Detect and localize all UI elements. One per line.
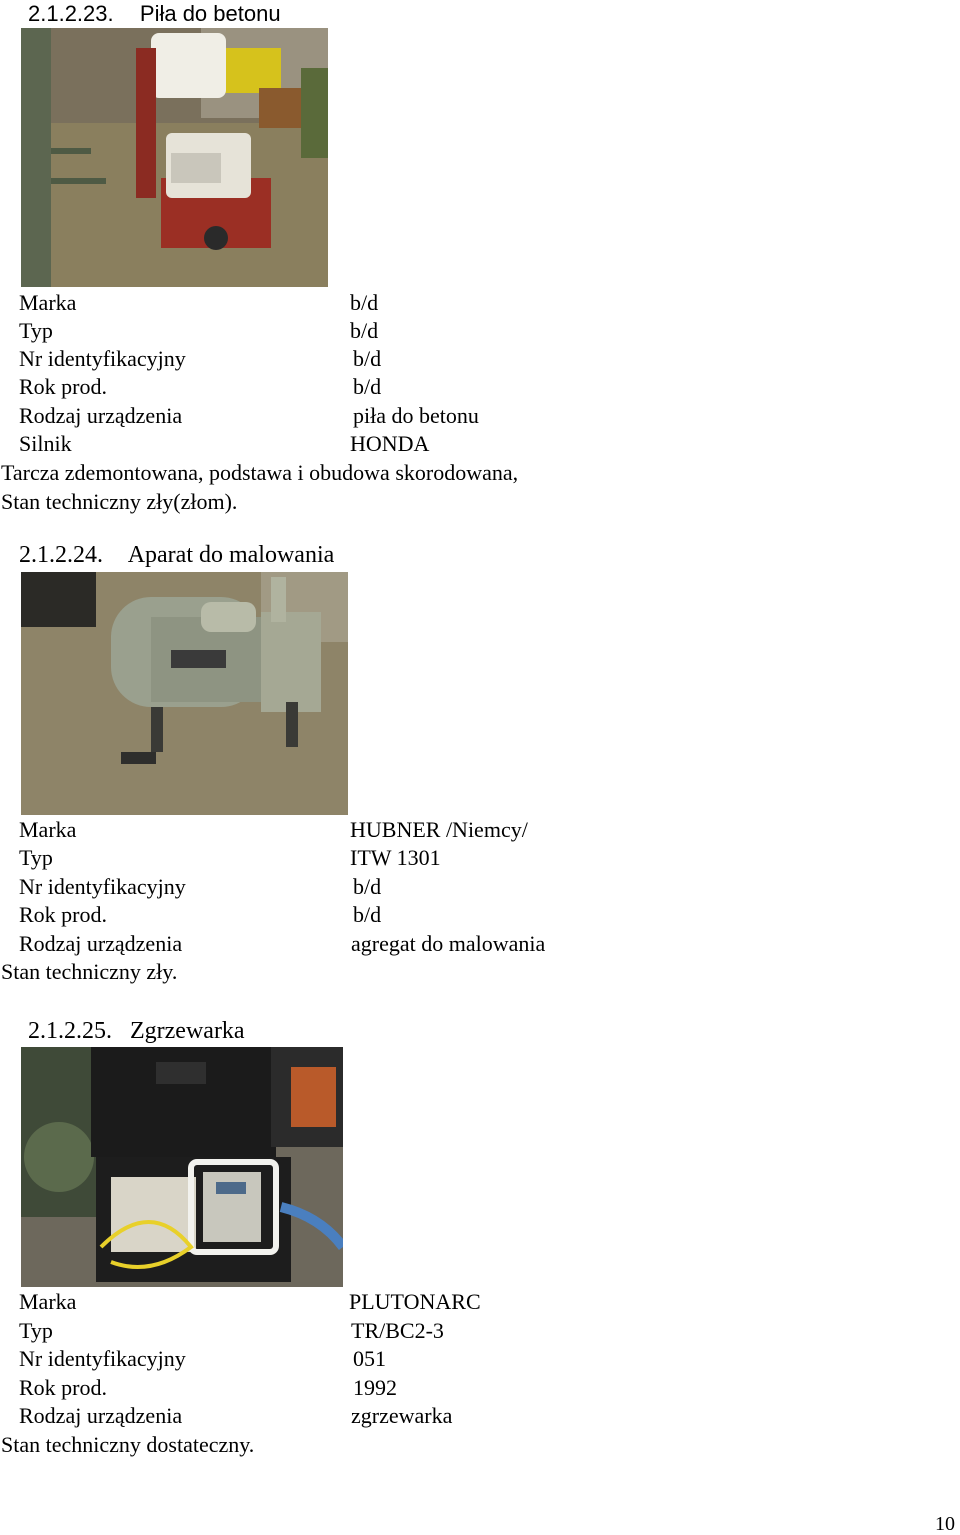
section3-value-1: TR/BC2-3 (351, 1318, 444, 1343)
photo-paint-sprayer (21, 572, 348, 815)
section1-label-5: Silnik (19, 431, 72, 456)
section2-value-3: b/d (353, 902, 382, 927)
photo-welder (21, 1047, 343, 1287)
section3-condition: Stan techniczny dostateczny. (1, 1432, 255, 1457)
section1-label-4: Rodzaj urządzenia (19, 403, 183, 428)
section1-label-2: Nr identyfikacyjny (19, 346, 186, 371)
section3-value-0: PLUTONARC (349, 1289, 481, 1314)
section2-title: Aparat do malowania (127, 542, 335, 568)
section1-value-1: b/d (350, 318, 379, 343)
section3-value-2: 051 (353, 1346, 386, 1371)
section1-label-0: Marka (19, 290, 77, 315)
section2-heading (19, 543, 334, 567)
section1-note: Tarcza zdemontowana, podstawa i obudowa skorodowana, (1, 460, 519, 485)
section2-value-1: ITW 1301 (350, 845, 441, 870)
section3-value-3: 1992 (353, 1375, 397, 1400)
section1-label-3: Rok prod. (19, 374, 107, 399)
photo-concrete-saw (21, 28, 328, 287)
section3-label-0: Marka (19, 1289, 77, 1314)
section2-condition: Stan techniczny zły. (1, 959, 178, 984)
section1-value-3: b/d (353, 374, 382, 399)
section3-heading (28, 1019, 245, 1043)
section1-value-4: piła do betonu (353, 403, 479, 428)
section1-value-0: b/d (350, 290, 379, 315)
section2-value-0: HUBNER /Niemcy/ (350, 817, 528, 842)
section3-value-4: zgrzewarka (351, 1403, 453, 1428)
section1-value-2: b/d (353, 346, 382, 371)
section2-number: 2.1.2.24. (19, 542, 103, 568)
section2-label-4: Rodzaj urządzenia (19, 931, 183, 956)
section3-label-2: Nr identyfikacyjny (19, 1346, 186, 1371)
section2-label-2: Nr identyfikacyjny (19, 874, 186, 899)
section1-condition: Stan techniczny zły(złom). (1, 489, 238, 514)
section3-label-4: Rodzaj urządzenia (19, 1403, 183, 1428)
section1-heading (28, 3, 281, 25)
section3-title: Zgrzewarka (130, 1018, 245, 1044)
page-number: 10 (935, 1513, 955, 1535)
section1-value-5: HONDA (350, 431, 430, 456)
section2-label-1: Typ (19, 845, 53, 870)
section3-label-1: Typ (19, 1318, 53, 1343)
section2-value-2: b/d (353, 874, 382, 899)
section3-number: 2.1.2.25. (28, 1018, 112, 1044)
section3-label-3: Rok prod. (19, 1375, 107, 1400)
section1-number: 2.1.2.23. (28, 1, 114, 26)
section2-label-0: Marka (19, 817, 77, 842)
section1-label-1: Typ (19, 318, 53, 343)
section2-value-4: agregat do malowania (351, 931, 546, 956)
section1-title: Piła do betonu (139, 1, 281, 26)
section2-label-3: Rok prod. (19, 902, 107, 927)
